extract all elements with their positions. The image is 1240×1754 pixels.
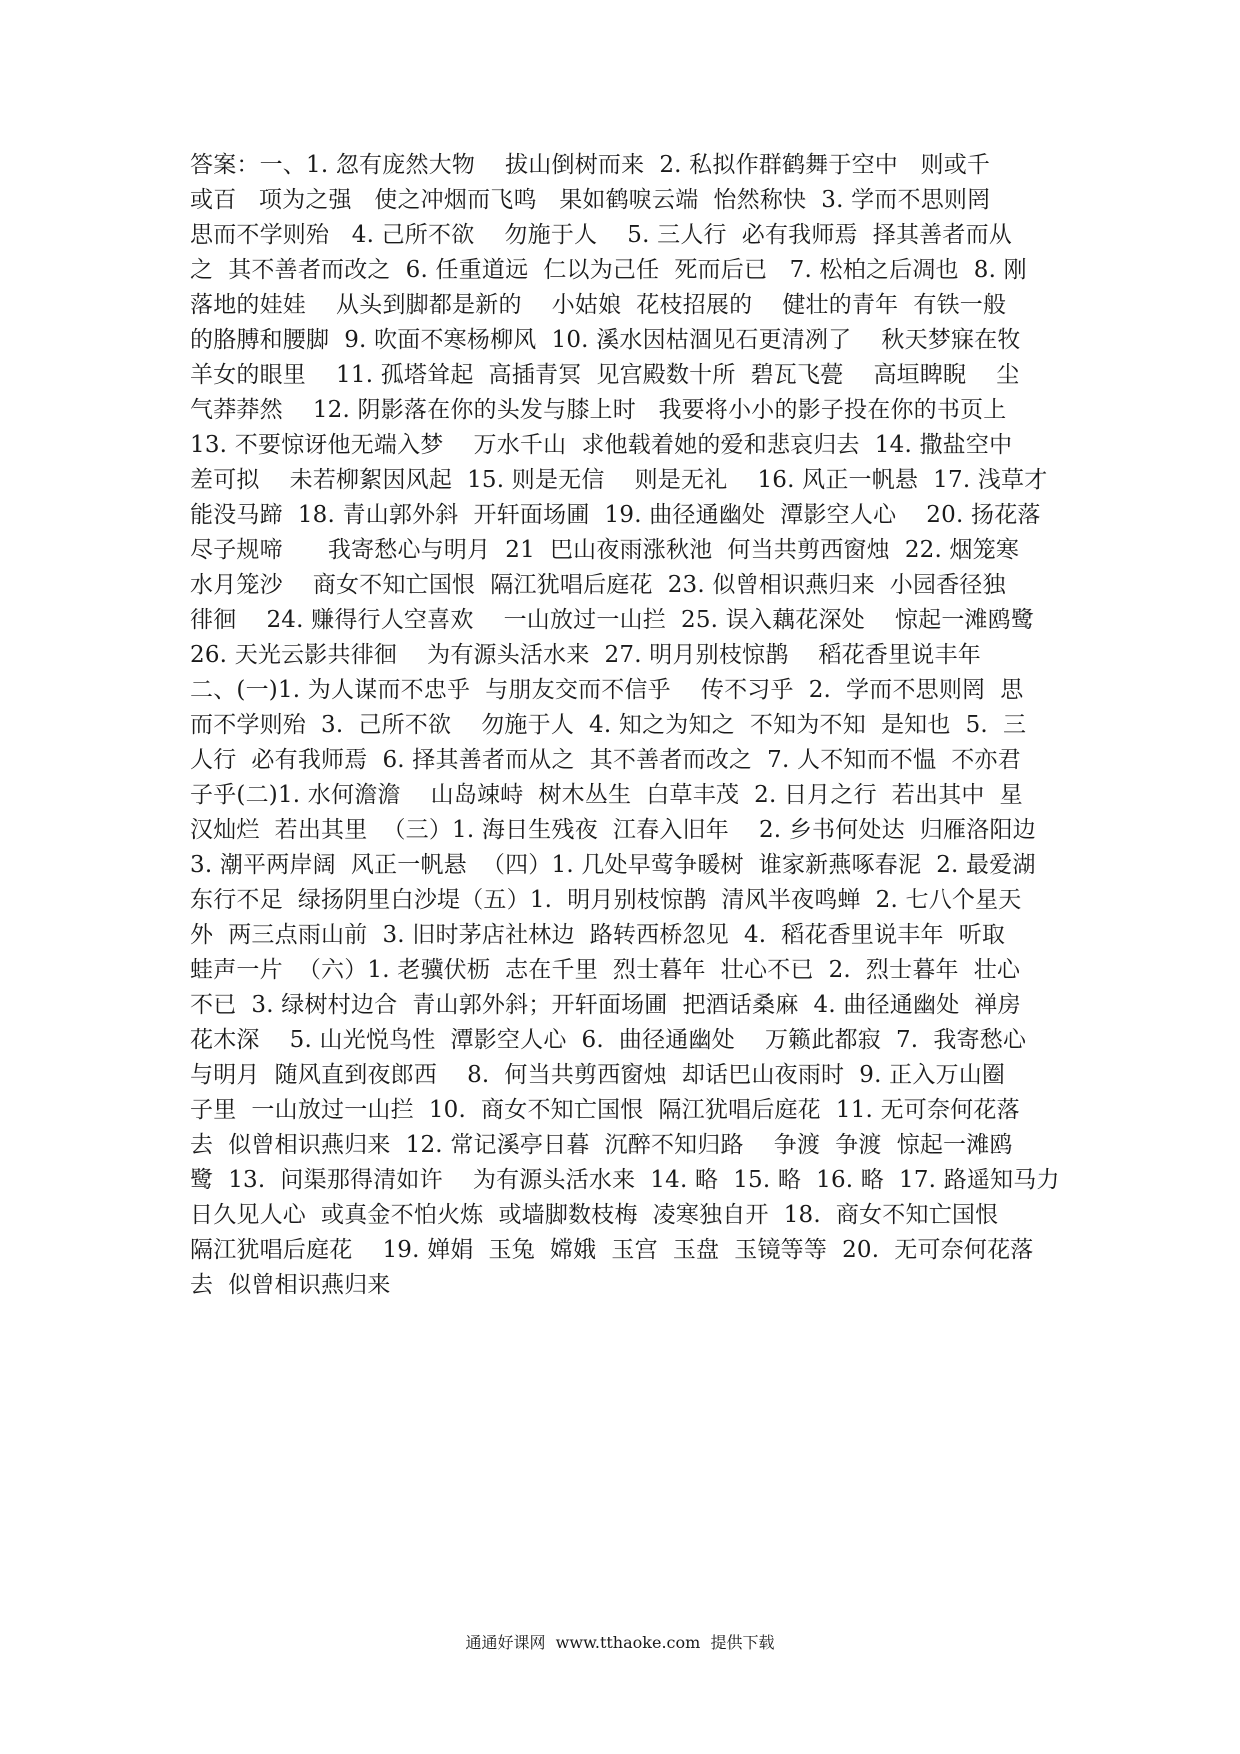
text-line: 水月笼沙 商女不知亡国恨 隔江犹唱后庭花 23. 似曾相识燕归来 小园香径独 [190, 572, 1006, 598]
text-line: 13. 不要惊讶他无端入梦 万水千山 求他载着她的爱和悲哀归去 14. 撒盐空中 [190, 432, 1013, 458]
text-line: 能没马蹄 18. 青山郭外斜 开轩面场圃 19. 曲径通幽处 潭影空人心 20. 扬花落 [190, 502, 1041, 528]
text-line: 子乎(二)1. 水何澹澹 山岛竦峙 树木丛生 白草丰茂 2. 日月之行 若出其中 星 [190, 782, 1023, 808]
text-line: 羊女的眼里 11. 孤塔耸起 高插青冥 见宫殿数十所 碧瓦飞甍 高垣睥睨 尘 [190, 362, 1020, 388]
text-line: 隔江犹唱后庭花 19. 婵娟 玉兔 嫦娥 玉宫 玉盘 玉镜等等 20. 无可奈何花落 [190, 1237, 1034, 1263]
text-line: 徘徊 24. 赚得行人空喜欢 一山放过一山拦 25. 误入藕花深处 惊起一滩鸥鹭 [190, 607, 1035, 633]
text-line: 汉灿烂 若出其里 （三）1. 海日生残夜 江春入旧年 2. 乡书何处达 归雁洛阳边 [190, 817, 1036, 843]
text-line: 3. 潮平两岸阔 风正一帆悬 （四）1. 几处早莺争暖树 谁家新燕啄春泥 2. 最爱湖 [190, 852, 1036, 878]
text-line: 的胳膊和腰脚 9. 吹面不寒杨柳风 10. 溪水因枯涸见石更清冽了 秋天梦寐在牧 [190, 327, 1021, 353]
text-line: 与明月 随风直到夜郎西 8. 何当共剪西窗烛 却话巴山夜雨时 9. 正入万山圈 [190, 1062, 1006, 1088]
page-footer: 通通好课网 www.tthaoke.com 提供下载 [465, 1633, 775, 1652]
text-line: 差可拟 未若柳絮因风起 15. 则是无信 则是无礼 16. 风正一帆悬 17. 浅草才 [190, 467, 1048, 493]
text-line: 尽子规啼 我寄愁心与明月 21 巴山夜雨涨秋池 何当共剪西窗烛 22. 烟笼寒 [190, 537, 1020, 563]
text-line: 东行不足 绿扬阴里白沙堤（五）1. 明月别枝惊鹊 清风半夜鸣蝉 2. 七八个星天 [190, 887, 1022, 913]
text-line: 人行 必有我师焉 6. 择其善者而从之 其不善者而改之 7. 人不知而不愠 不亦君 [190, 747, 1021, 773]
text-line: 子里 一山放过一山拦 10. 商女不知亡国恨 隔江犹唱后庭花 11. 无可奈何花落 [190, 1097, 1020, 1123]
text-line: 蛙声一片 （六）1. 老骥伏枥 志在千里 烈士暮年 壮心不已 2. 烈士暮年 壮心 [190, 957, 1021, 983]
text-line: 花木深 5. 山光悦鸟性 潭影空人心 6. 曲径通幽处 万籁此都寂 7. 我寄愁心 [190, 1027, 1027, 1053]
text-line: 气莽莽然 12. 阴影落在你的头发与膝上时 我要将小小的影子投在你的书页上 [190, 397, 1007, 423]
text-line: 去 似曾相识燕归来 12. 常记溪亭日暮 沉醉不知归路 争渡 争渡 惊起一滩鸥 [190, 1132, 1013, 1158]
text-line: 不已 3. 绿树村边合 青山郭外斜；开轩面场圃 把酒话桑麻 4. 曲径通幽处 禅房 [190, 992, 1021, 1018]
text-line: 落地的娃娃 从头到脚都是新的 小姑娘 花枝招展的 健壮的青年 有铁一般 [190, 292, 1007, 318]
text-line: 之 其不善者而改之 6. 任重道远 仁以为己任 死而后已 7. 松柏之后凋也 8. 刚 [190, 257, 1027, 283]
text-line: 而不学则殆 3. 己所不欲 勿施于人 4. 知之为知之 不知为不知 是知也 5. 三 [190, 712, 1027, 738]
text-line: 答案：一、1. 忽有庞然大物 拔山倒树而来 2. 私拟作群鹤舞于空中 则或千 [190, 152, 991, 178]
text-line: 鹭 13. 问渠那得清如许 为有源头活水来 14. 略 15. 略 16. 略 17. 路遥知马力 [190, 1167, 1060, 1193]
text-line: 26. 天光云影共徘徊 为有源头活水来 27. 明月别枝惊鹊 稻花香里说丰年 [190, 642, 981, 668]
answer-text-block [190, 148, 1060, 1303]
text-line: 思而不学则殆 4. 己所不欲 勿施于人 5. 三人行 必有我师焉 择其善者而从 [190, 222, 1012, 248]
text-line: 二、(一)1. 为人谋而不忠乎 与朋友交而不信乎 传不习乎 2. 学而不思则罔 思 [190, 677, 1024, 703]
text-line: 外 两三点雨山前 3. 旧时茅店社林边 路转西桥忽见 4. 稻花香里说丰年 听取 [190, 922, 1006, 948]
text-line: 去 似曾相识燕归来 [190, 1272, 391, 1298]
text-line: 日久见人心 或真金不怕火炼 或墙脚数枝梅 凌寒独自开 18. 商女不知亡国恨 [190, 1202, 999, 1228]
text-line: 或百 项为之强 使之冲烟而飞鸣 果如鹤唳云端 怡然称快 3. 学而不思则罔 [190, 187, 991, 213]
